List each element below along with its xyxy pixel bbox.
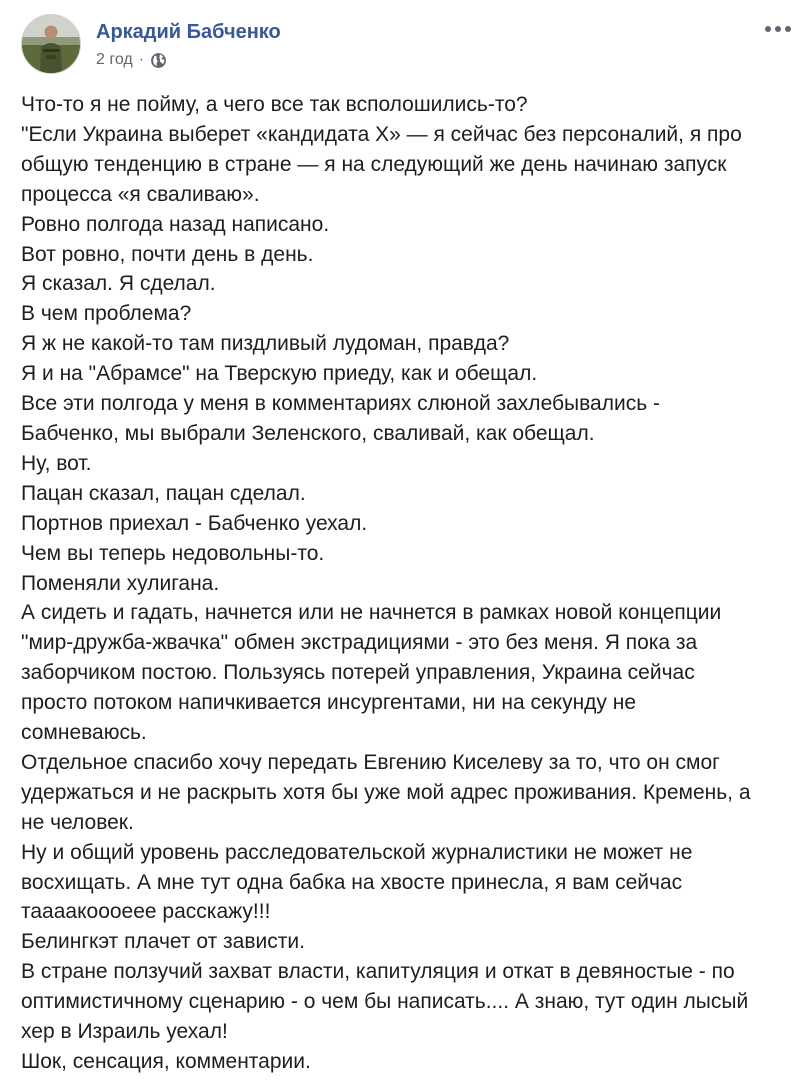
text-line: "мир-дружба-жвачка" обмен экстрадициями - это без меня. Я пока за	[21, 631, 698, 655]
avatar[interactable]	[21, 14, 81, 74]
text-line: не человек.	[21, 810, 134, 834]
text-line: "Если Украина выберет «кандидата Х» — я сейчас без персоналий, я про	[21, 122, 742, 146]
text-line: В стране ползучий захват власти, капитуляция и откат в девяностые - по	[21, 960, 735, 984]
more-dot	[785, 26, 791, 32]
text-line: Бабченко, мы выбрали Зеленского, сваливай, как обещал.	[21, 421, 595, 445]
post-header	[21, 14, 791, 78]
text-line: общую тенденцию в стране — я на следующий же день начинаю запуск	[21, 152, 727, 176]
more-dot	[775, 26, 781, 32]
text-line: Шок, сенсация, комментарии.	[21, 1050, 311, 1073]
text-line: таааакоооеее расскажу!!!	[21, 900, 271, 924]
text-line: Белингкэт плачет от зависти.	[21, 930, 305, 954]
text-line: удержаться и не раскрыть хотя бы уже мой адрес проживания. Кремень, а	[21, 780, 751, 804]
text-line: А сидеть и гадать, начнется или не начнется в рамках новой концепции	[21, 601, 722, 625]
text-line: заборчиком постою. Пользуясь потерей управления, Украина сейчас	[21, 661, 695, 685]
more-options-icon[interactable]	[765, 22, 791, 36]
more-dot	[765, 26, 771, 32]
text-line: Я сказал. Я сделал.	[21, 272, 216, 296]
text-line: В чем проблема?	[21, 302, 192, 326]
globe-icon[interactable]	[150, 52, 167, 69]
text-line: Чем вы теперь недовольны-то.	[21, 541, 325, 565]
text-line: хер в Израиль уехал!	[21, 1020, 228, 1044]
text-line: Что-то я не пойму, а чего все так всполошились-то?	[21, 93, 528, 116]
text-line: Портнов приехал - Бабченко уехал.	[21, 511, 368, 535]
text-line: Ну, вот.	[21, 451, 92, 475]
text-line: Я ж не какой-то там пиздливый лудоман, правда?	[21, 332, 510, 356]
text-line: сомневаюсь.	[21, 721, 147, 745]
text-line: Ну и общий уровень расследовательской журналистики не может не	[21, 840, 693, 864]
author-name[interactable]: Аркадий Бабченко	[96, 21, 281, 43]
text-line: процесса «я сваливаю».	[21, 182, 260, 206]
text-line: Вот ровно, почти день в день.	[21, 242, 314, 266]
text-line: Ровно полгода назад написано.	[21, 212, 330, 236]
post-text	[21, 90, 796, 1077]
text-line: восхищать. А мне тут одна бабка на хвосте принесла, я вам сейчас	[21, 870, 683, 894]
post-timestamp[interactable]: 2 год	[96, 51, 133, 68]
meta-separator: ·	[138, 51, 145, 68]
avatar-photo	[22, 15, 80, 73]
text-line: Все эти полгода у меня в комментариях слюной захлебывались -	[21, 392, 660, 416]
text-line: Я и на "Абрамсе" на Тверскую приеду, как и обещал.	[21, 362, 538, 386]
text-line: Пацан сказал, пацан сделал.	[21, 481, 306, 505]
text-line: просто потоком напичкивается инсургентами, ни на секунду не	[21, 691, 637, 715]
text-line: Поменяли хулигана.	[21, 571, 220, 595]
text-line: Отдельное спасибо хочу передать Евгению Киселеву за то, что он смог	[21, 750, 720, 774]
post-meta	[96, 50, 167, 70]
text-line: оптимистичному сценарию - о чем бы написать.... А знаю, тут один лысый	[21, 990, 749, 1014]
